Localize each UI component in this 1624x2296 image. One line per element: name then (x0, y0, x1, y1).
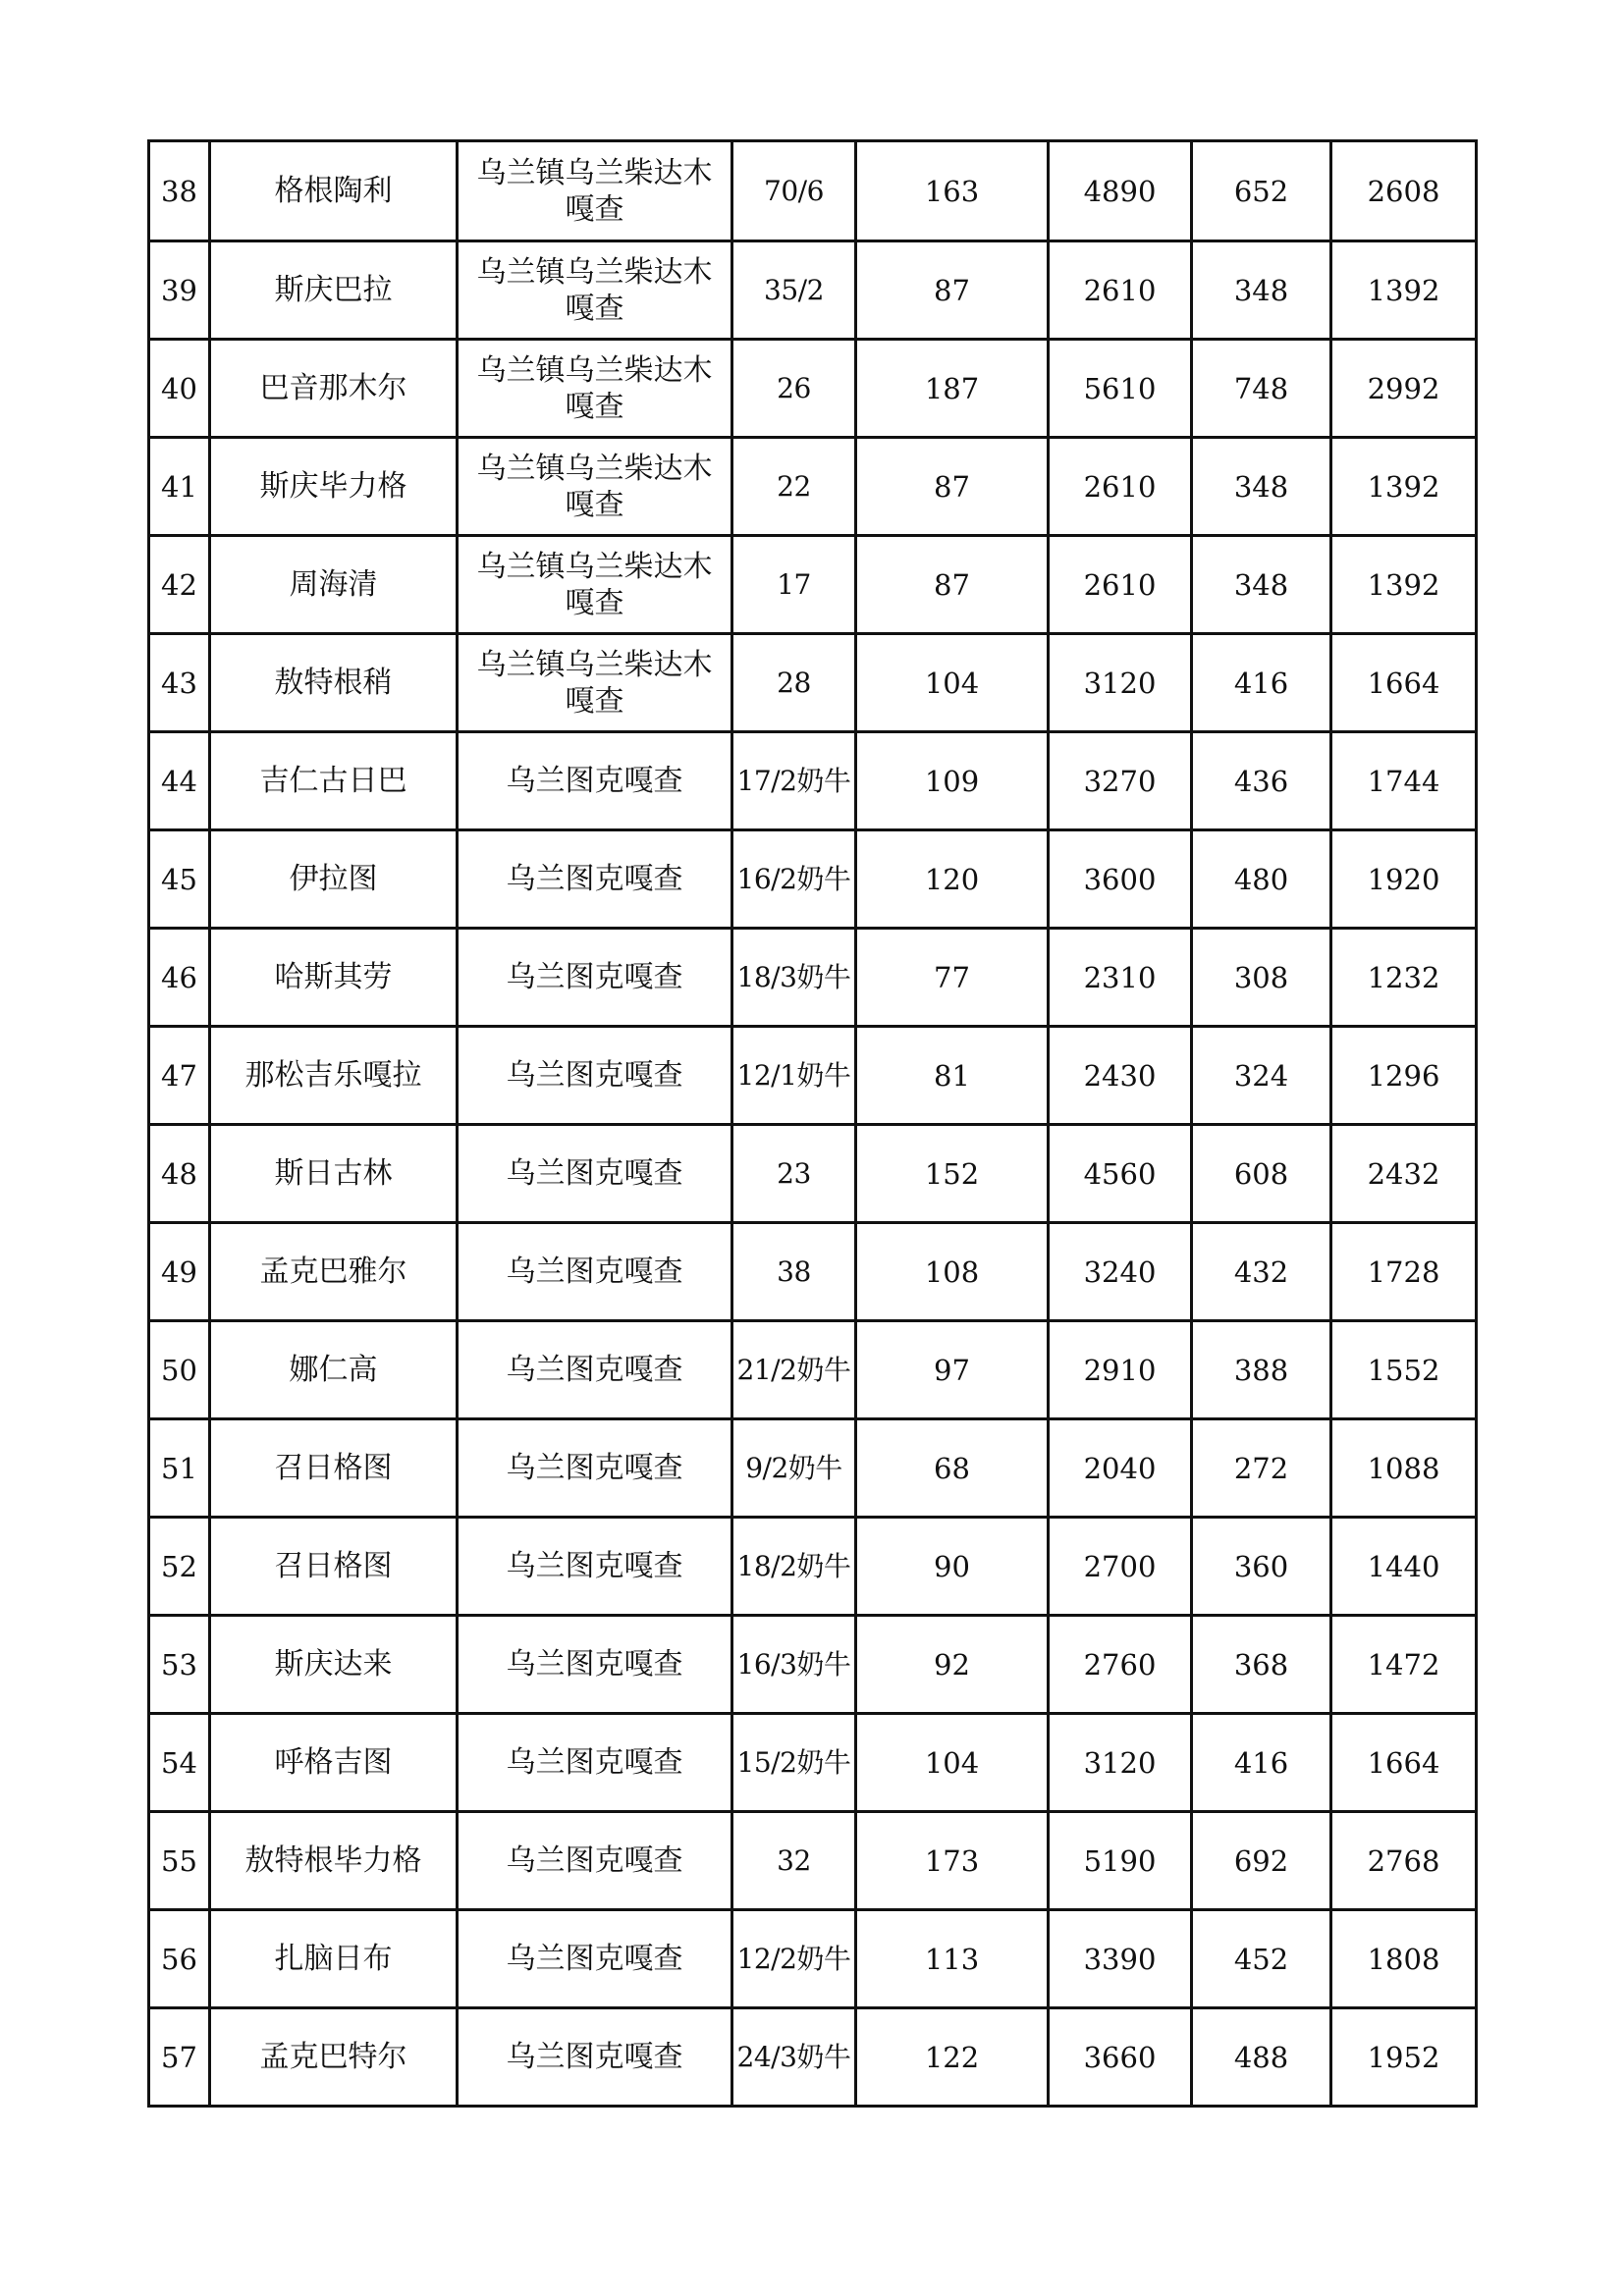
data-table (147, 139, 1478, 2108)
table-row (149, 634, 1477, 732)
row-index-cell: 42 (149, 536, 210, 634)
herd-cell: 32 (732, 1812, 856, 1910)
value-1-cell: 87 (856, 241, 1049, 340)
value-4-cell: 1440 (1331, 1518, 1477, 1616)
value-4-cell: 1744 (1331, 732, 1477, 830)
value-3-cell: 652 (1192, 141, 1331, 241)
value-4-cell: 1552 (1331, 1321, 1477, 1419)
value-1-cell: 109 (856, 732, 1049, 830)
name-cell: 巴音那木尔 (210, 340, 458, 438)
table-row (149, 1321, 1477, 1419)
row-index-cell: 48 (149, 1125, 210, 1223)
herd-cell: 12/2奶牛 (732, 1910, 856, 2008)
value-4-cell: 1920 (1331, 830, 1477, 929)
location-line: 乌兰图克嘎查 (506, 1353, 683, 1387)
value-3-cell: 388 (1192, 1321, 1331, 1419)
row-index-cell: 57 (149, 2008, 210, 2107)
table-row (149, 1616, 1477, 1714)
row-index-cell: 40 (149, 340, 210, 438)
row-index-cell: 46 (149, 929, 210, 1027)
location-cell (458, 340, 732, 438)
name-cell: 斯庆巴拉 (210, 241, 458, 340)
table-row (149, 830, 1477, 929)
value-4-cell: 1808 (1331, 1910, 1477, 2008)
table-row (149, 929, 1477, 1027)
row-index-cell: 56 (149, 1910, 210, 2008)
name-cell: 召日格图 (210, 1518, 458, 1616)
herd-cell: 70/6 (732, 141, 856, 241)
location-cell (458, 1027, 732, 1125)
value-4-cell: 1392 (1331, 536, 1477, 634)
location-line: 嘎查 (565, 389, 624, 424)
table-row (149, 2008, 1477, 2107)
herd-cell: 12/1奶牛 (732, 1027, 856, 1125)
location-cell (458, 634, 732, 732)
name-cell: 那松吉乐嘎拉 (210, 1027, 458, 1125)
location-line: 乌兰图克嘎查 (506, 1549, 683, 1583)
value-4-cell: 1392 (1331, 241, 1477, 340)
location-line: 嘎查 (565, 291, 624, 326)
table-row (149, 1125, 1477, 1223)
name-cell: 斯庆毕力格 (210, 438, 458, 536)
herd-cell: 28 (732, 634, 856, 732)
table-row (149, 1910, 1477, 2008)
value-4-cell: 1088 (1331, 1419, 1477, 1518)
value-1-cell: 173 (856, 1812, 1049, 1910)
value-2-cell: 3660 (1049, 2008, 1192, 2107)
location-cell (458, 1518, 732, 1616)
name-cell: 孟克巴特尔 (210, 2008, 458, 2107)
value-3-cell: 348 (1192, 241, 1331, 340)
value-2-cell: 3120 (1049, 1714, 1192, 1812)
location-line: 乌兰镇乌兰柴达木 (476, 549, 713, 584)
value-3-cell: 416 (1192, 634, 1331, 732)
value-2-cell: 2610 (1049, 536, 1192, 634)
location-line: 嘎查 (565, 191, 624, 227)
table-body (149, 141, 1477, 2107)
herd-cell: 35/2 (732, 241, 856, 340)
value-1-cell: 97 (856, 1321, 1049, 1419)
row-index-cell: 52 (149, 1518, 210, 1616)
value-1-cell: 152 (856, 1125, 1049, 1223)
value-3-cell: 416 (1192, 1714, 1331, 1812)
value-3-cell: 308 (1192, 929, 1331, 1027)
value-3-cell: 436 (1192, 732, 1331, 830)
value-1-cell: 104 (856, 1714, 1049, 1812)
value-2-cell: 2040 (1049, 1419, 1192, 1518)
name-cell: 呼格吉图 (210, 1714, 458, 1812)
herd-cell: 24/3奶牛 (732, 2008, 856, 2107)
row-index-cell: 45 (149, 830, 210, 929)
value-1-cell: 90 (856, 1518, 1049, 1616)
table-row (149, 536, 1477, 634)
value-1-cell: 77 (856, 929, 1049, 1027)
value-3-cell: 348 (1192, 438, 1331, 536)
location-cell (458, 536, 732, 634)
location-line: 乌兰图克嘎查 (506, 1451, 683, 1485)
location-cell (458, 1714, 732, 1812)
table-row (149, 1419, 1477, 1518)
value-2-cell: 2610 (1049, 241, 1192, 340)
value-3-cell: 348 (1192, 536, 1331, 634)
value-3-cell: 432 (1192, 1223, 1331, 1321)
row-index-cell: 41 (149, 438, 210, 536)
table-row (149, 1518, 1477, 1616)
location-cell (458, 2008, 732, 2107)
herd-cell: 38 (732, 1223, 856, 1321)
table-row (149, 340, 1477, 438)
location-line: 乌兰图克嘎查 (506, 1647, 683, 1682)
value-2-cell: 2700 (1049, 1518, 1192, 1616)
name-cell: 扎脑日布 (210, 1910, 458, 2008)
table-row (149, 141, 1477, 241)
location-line: 乌兰图克嘎查 (506, 862, 683, 896)
value-2-cell: 4890 (1049, 141, 1192, 241)
value-2-cell: 5610 (1049, 340, 1192, 438)
value-3-cell: 360 (1192, 1518, 1331, 1616)
value-2-cell: 2910 (1049, 1321, 1192, 1419)
name-cell: 斯日古林 (210, 1125, 458, 1223)
value-2-cell: 3120 (1049, 634, 1192, 732)
row-index-cell: 51 (149, 1419, 210, 1518)
table-row (149, 1223, 1477, 1321)
name-cell: 哈斯其劳 (210, 929, 458, 1027)
value-4-cell: 1472 (1331, 1616, 1477, 1714)
value-2-cell: 3270 (1049, 732, 1192, 830)
location-line: 乌兰图克嘎查 (506, 1942, 683, 1976)
value-1-cell: 187 (856, 340, 1049, 438)
herd-cell: 15/2奶牛 (732, 1714, 856, 1812)
location-cell (458, 1223, 732, 1321)
value-2-cell: 5190 (1049, 1812, 1192, 1910)
name-cell: 周海清 (210, 536, 458, 634)
value-1-cell: 87 (856, 536, 1049, 634)
value-4-cell: 1296 (1331, 1027, 1477, 1125)
location-line: 嘎查 (565, 487, 624, 522)
location-line: 乌兰图克嘎查 (506, 1255, 683, 1289)
location-cell (458, 830, 732, 929)
table-row (149, 1714, 1477, 1812)
location-cell (458, 1321, 732, 1419)
value-4-cell: 2768 (1331, 1812, 1477, 1910)
value-4-cell: 1728 (1331, 1223, 1477, 1321)
name-cell: 孟克巴雅尔 (210, 1223, 458, 1321)
location-cell (458, 438, 732, 536)
row-index-cell: 44 (149, 732, 210, 830)
value-1-cell: 163 (856, 141, 1049, 241)
table-row (149, 438, 1477, 536)
name-cell: 敖特根毕力格 (210, 1812, 458, 1910)
name-cell: 吉仁古日巴 (210, 732, 458, 830)
value-2-cell: 3240 (1049, 1223, 1192, 1321)
herd-cell: 22 (732, 438, 856, 536)
value-3-cell: 480 (1192, 830, 1331, 929)
value-2-cell: 3600 (1049, 830, 1192, 929)
value-4-cell: 1392 (1331, 438, 1477, 536)
row-index-cell: 47 (149, 1027, 210, 1125)
name-cell: 娜仁高 (210, 1321, 458, 1419)
row-index-cell: 55 (149, 1812, 210, 1910)
location-line: 乌兰图克嘎查 (506, 2040, 683, 2074)
location-cell (458, 1910, 732, 2008)
location-cell (458, 241, 732, 340)
value-4-cell: 2608 (1331, 141, 1477, 241)
location-cell (458, 1812, 732, 1910)
location-line: 嘎查 (565, 585, 624, 620)
value-2-cell: 2760 (1049, 1616, 1192, 1714)
value-3-cell: 692 (1192, 1812, 1331, 1910)
name-cell: 敖特根稍 (210, 634, 458, 732)
value-4-cell: 2992 (1331, 340, 1477, 438)
location-cell (458, 732, 732, 830)
location-line: 乌兰镇乌兰柴达木 (476, 451, 713, 486)
value-3-cell: 452 (1192, 1910, 1331, 2008)
value-2-cell: 2610 (1049, 438, 1192, 536)
value-1-cell: 92 (856, 1616, 1049, 1714)
herd-cell: 17 (732, 536, 856, 634)
location-cell (458, 929, 732, 1027)
name-cell: 伊拉图 (210, 830, 458, 929)
row-index-cell: 43 (149, 634, 210, 732)
location-line: 嘎查 (565, 683, 624, 719)
location-line: 乌兰镇乌兰柴达木 (476, 254, 713, 290)
row-index-cell: 38 (149, 141, 210, 241)
name-cell: 斯庆达来 (210, 1616, 458, 1714)
value-3-cell: 368 (1192, 1616, 1331, 1714)
location-line: 乌兰图克嘎查 (506, 1745, 683, 1780)
location-cell (458, 1125, 732, 1223)
herd-cell: 21/2奶牛 (732, 1321, 856, 1419)
location-line: 乌兰图克嘎查 (506, 960, 683, 994)
location-line: 乌兰镇乌兰柴达木 (476, 352, 713, 388)
location-line: 乌兰图克嘎查 (506, 1058, 683, 1093)
name-cell: 召日格图 (210, 1419, 458, 1518)
table-row (149, 1812, 1477, 1910)
value-1-cell: 120 (856, 830, 1049, 929)
row-index-cell: 49 (149, 1223, 210, 1321)
name-cell: 格根陶利 (210, 141, 458, 241)
value-4-cell: 1952 (1331, 2008, 1477, 2107)
row-index-cell: 53 (149, 1616, 210, 1714)
location-cell (458, 1419, 732, 1518)
value-2-cell: 3390 (1049, 1910, 1192, 2008)
herd-cell: 16/3奶牛 (732, 1616, 856, 1714)
location-cell (458, 141, 732, 241)
location-line: 乌兰镇乌兰柴达木 (476, 647, 713, 682)
table-row (149, 1027, 1477, 1125)
value-1-cell: 81 (856, 1027, 1049, 1125)
table-row (149, 241, 1477, 340)
location-line: 乌兰图克嘎查 (506, 764, 683, 798)
value-1-cell: 122 (856, 2008, 1049, 2107)
value-4-cell: 1664 (1331, 1714, 1477, 1812)
value-3-cell: 608 (1192, 1125, 1331, 1223)
herd-cell: 23 (732, 1125, 856, 1223)
value-3-cell: 324 (1192, 1027, 1331, 1125)
value-1-cell: 68 (856, 1419, 1049, 1518)
location-line: 乌兰镇乌兰柴达木 (476, 155, 713, 190)
value-4-cell: 1232 (1331, 929, 1477, 1027)
value-3-cell: 272 (1192, 1419, 1331, 1518)
value-3-cell: 488 (1192, 2008, 1331, 2107)
herd-cell: 9/2奶牛 (732, 1419, 856, 1518)
value-4-cell: 1664 (1331, 634, 1477, 732)
location-cell (458, 1616, 732, 1714)
herd-cell: 18/2奶牛 (732, 1518, 856, 1616)
value-2-cell: 2310 (1049, 929, 1192, 1027)
row-index-cell: 50 (149, 1321, 210, 1419)
value-1-cell: 104 (856, 634, 1049, 732)
table-row (149, 732, 1477, 830)
value-1-cell: 108 (856, 1223, 1049, 1321)
location-line: 乌兰图克嘎查 (506, 1156, 683, 1191)
location-line: 乌兰图克嘎查 (506, 1843, 683, 1878)
herd-cell: 26 (732, 340, 856, 438)
row-index-cell: 54 (149, 1714, 210, 1812)
value-2-cell: 4560 (1049, 1125, 1192, 1223)
value-2-cell: 2430 (1049, 1027, 1192, 1125)
herd-cell: 18/3奶牛 (732, 929, 856, 1027)
herd-cell: 17/2奶牛 (732, 732, 856, 830)
row-index-cell: 39 (149, 241, 210, 340)
value-3-cell: 748 (1192, 340, 1331, 438)
value-1-cell: 113 (856, 1910, 1049, 2008)
value-1-cell: 87 (856, 438, 1049, 536)
value-4-cell: 2432 (1331, 1125, 1477, 1223)
herd-cell: 16/2奶牛 (732, 830, 856, 929)
